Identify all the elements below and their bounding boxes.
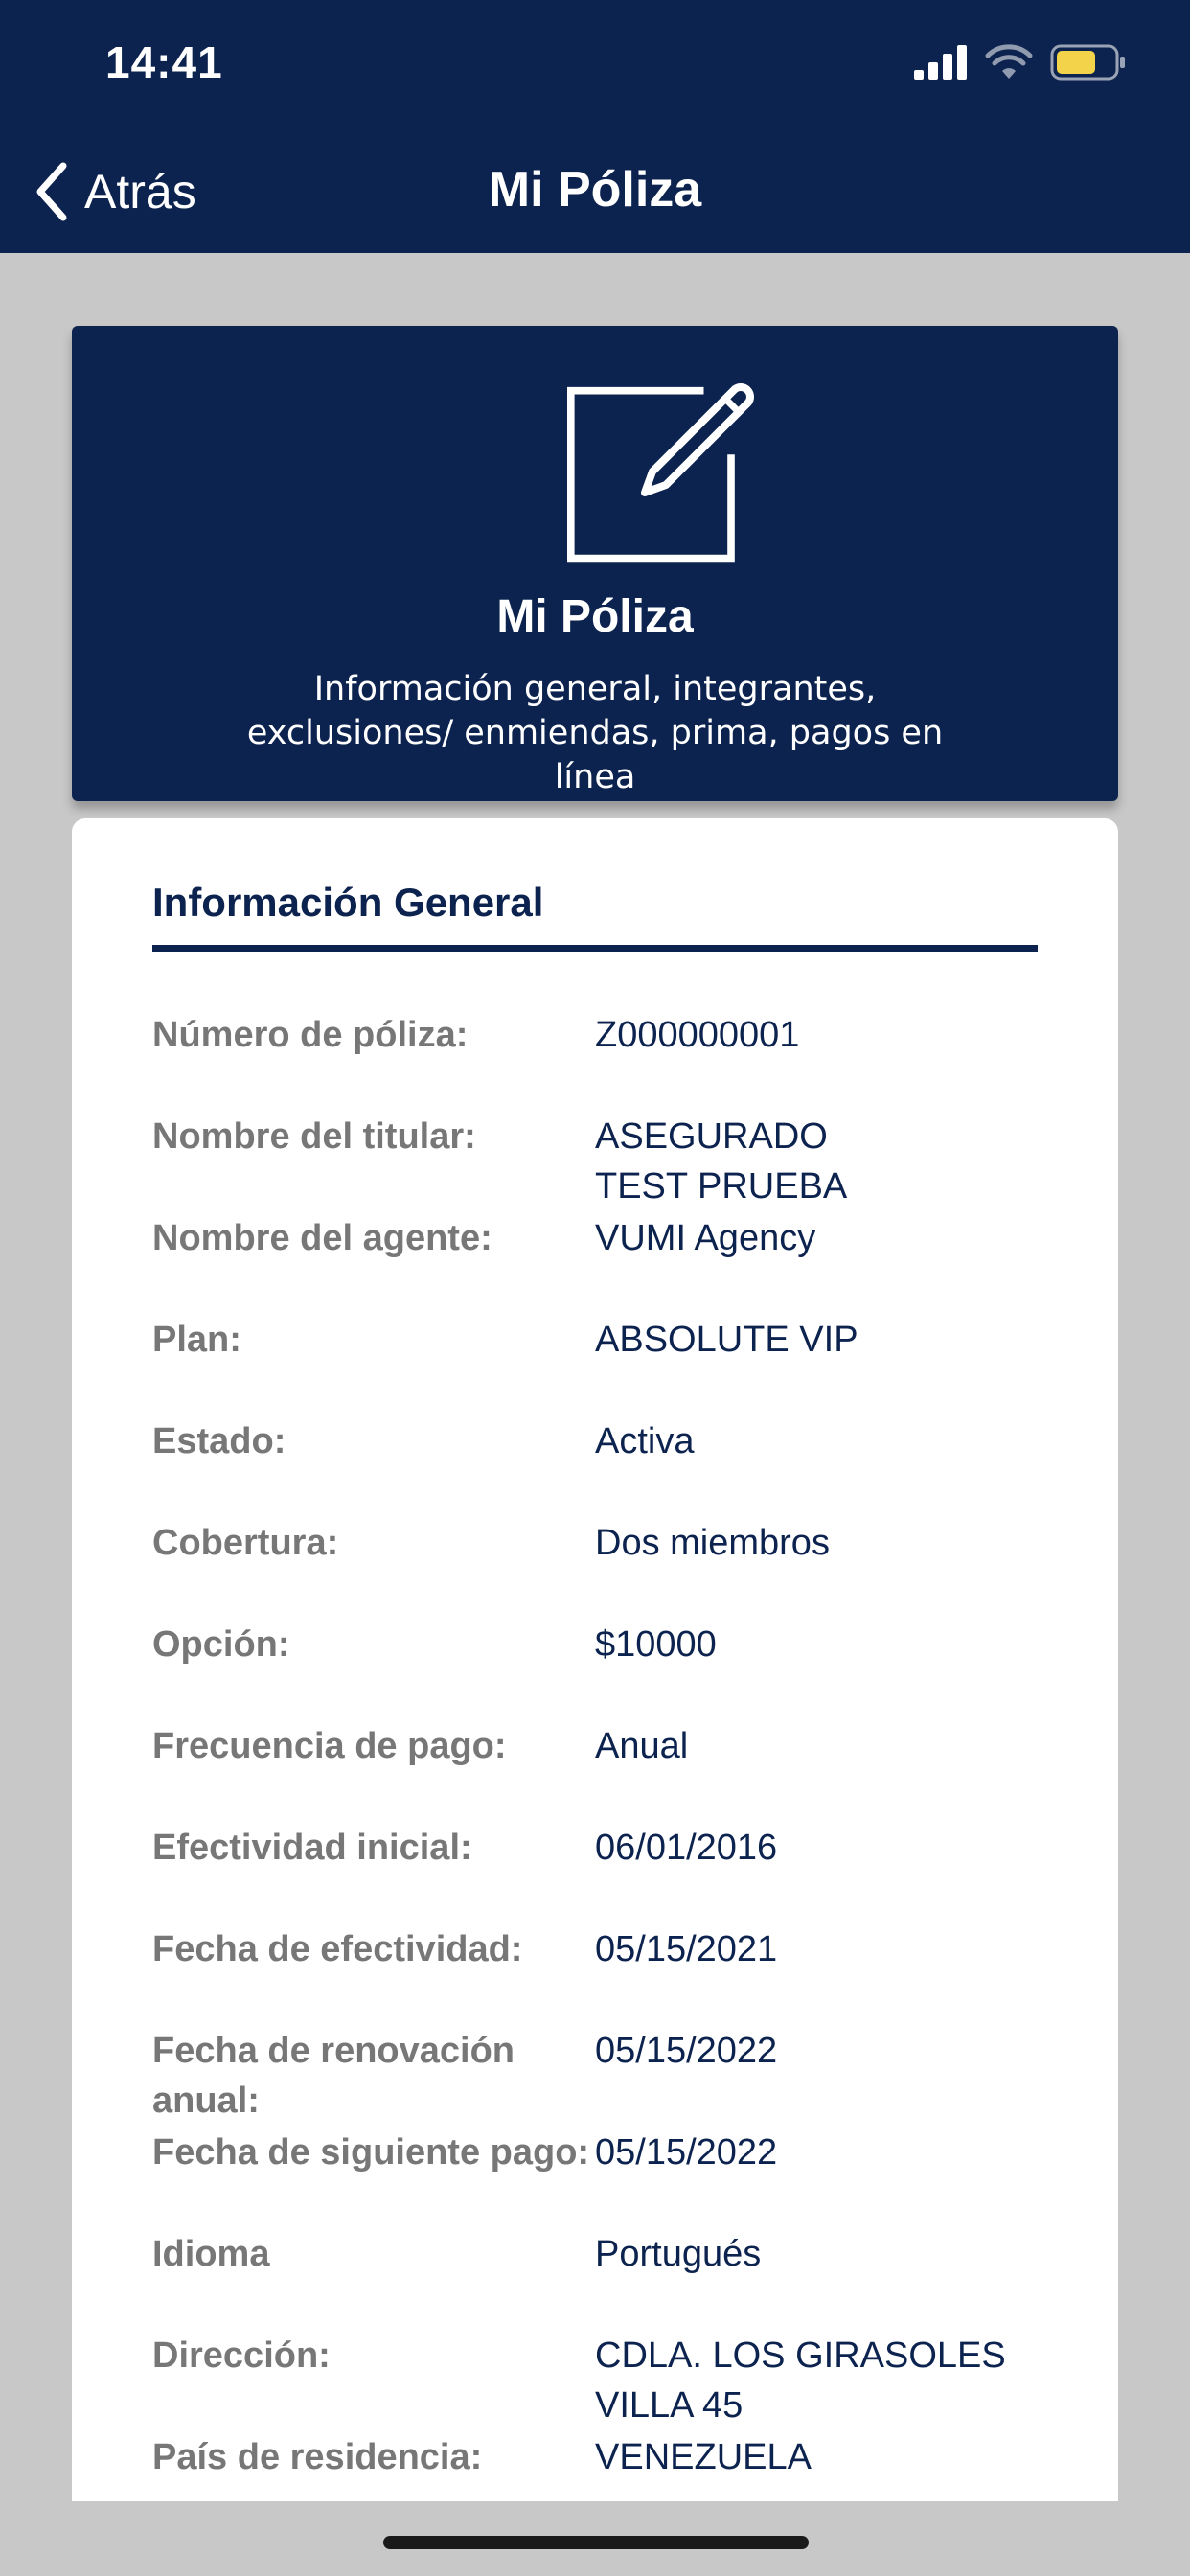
- row-label: Nombre del agente:: [152, 1218, 492, 1258]
- row-label: Frecuencia de pago:: [152, 1726, 507, 1766]
- row-label: Fecha de renovación anual:: [152, 2031, 515, 2121]
- section-title: Información General: [152, 880, 544, 925]
- nav-bar: [0, 130, 1190, 253]
- row-value: 06/01/2016: [595, 1828, 778, 1868]
- status-time: 14:41: [105, 37, 223, 87]
- row-value: CDLA. LOS GIRASOLES VILLA 45: [595, 2335, 1006, 2426]
- row-value: Z000000001: [595, 1015, 800, 1055]
- row-label: Opción:: [152, 1624, 290, 1665]
- status-bar: [0, 0, 1190, 130]
- row-value: VUMI Agency: [595, 1218, 816, 1258]
- row-value: $10000: [595, 1624, 717, 1665]
- row-label: Estado:: [152, 1421, 286, 1461]
- section-divider: [152, 945, 1038, 952]
- row-label: País de residencia:: [152, 2437, 483, 2477]
- row-value: 05/15/2022: [595, 2031, 778, 2071]
- home-indicator[interactable]: [383, 2536, 809, 2549]
- back-button-label: Atrás: [84, 165, 196, 218]
- row-label: Plan:: [152, 1320, 241, 1360]
- row-value: Portugués: [595, 2234, 762, 2274]
- row-value: VENEZUELA: [595, 2437, 812, 2477]
- wifi-icon: [985, 44, 1033, 80]
- edit-icon: [561, 372, 771, 583]
- signal-icon: [914, 45, 968, 80]
- row-label: Dirección:: [152, 2335, 331, 2376]
- battery-icon: [1050, 43, 1127, 81]
- row-value: ABSOLUTE VIP: [595, 1320, 858, 1360]
- policy-hero-card: [72, 326, 1118, 801]
- row-value: Anual: [595, 1726, 689, 1766]
- row-value: Activa: [595, 1421, 695, 1461]
- general-info-card: [72, 818, 1118, 2501]
- row-value: 05/15/2022: [595, 2132, 778, 2173]
- status-icons: [914, 42, 1127, 82]
- row-label: Nombre del titular:: [152, 1116, 476, 1157]
- hero-description: Información general, integrantes, exclusiones/ enmiendas, prima, pagos en línea: [246, 670, 944, 796]
- row-label: Fecha de siguiente pago:: [152, 2132, 590, 2173]
- row-value: ASEGURADO TEST PRUEBA: [595, 1116, 848, 1207]
- row-label: Idioma: [152, 2234, 270, 2274]
- row-label: Número de póliza:: [152, 1015, 469, 1055]
- nav-title: Mi Póliza: [488, 162, 702, 218]
- row-value: 05/15/2021: [595, 1929, 778, 1969]
- row-value: Dos miembros: [595, 1523, 830, 1563]
- hero-title: Mi Póliza: [496, 591, 694, 642]
- row-label: Cobertura:: [152, 1523, 339, 1563]
- row-label: Efectividad inicial:: [152, 1828, 472, 1868]
- row-label: Fecha de efectividad:: [152, 1929, 523, 1969]
